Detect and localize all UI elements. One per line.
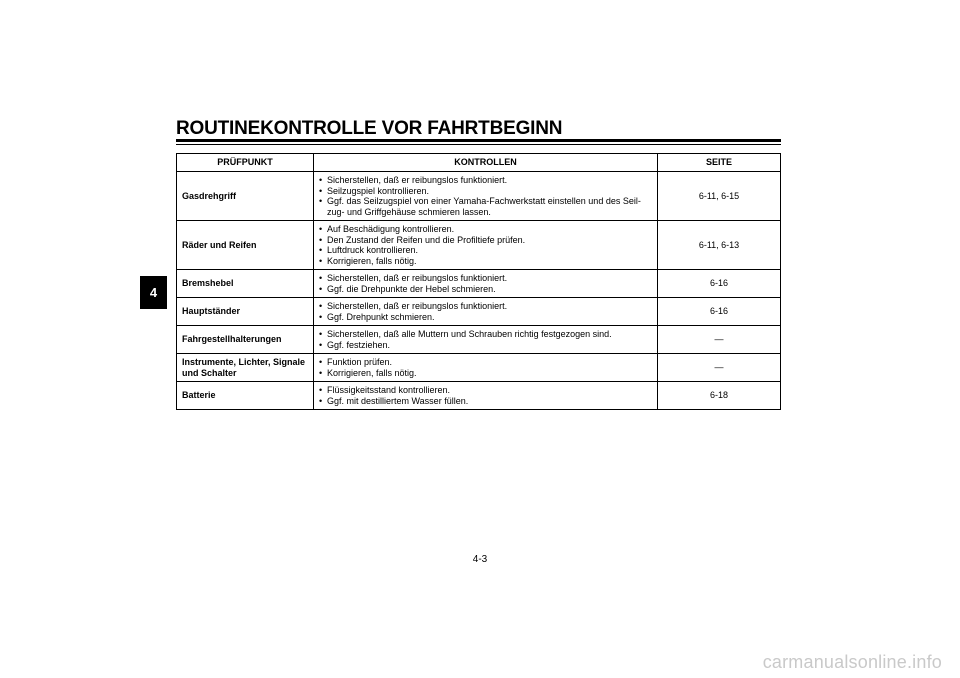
check-item: • Ggf. festziehen. bbox=[319, 340, 652, 351]
checklist-table bbox=[176, 153, 781, 410]
row-item: Instrumente, Lichter, Signale und Schalter bbox=[177, 354, 314, 382]
table-row bbox=[177, 172, 781, 221]
row-page-ref: 6-16 bbox=[658, 270, 781, 298]
table-row bbox=[177, 270, 781, 298]
row-page-ref: — bbox=[658, 326, 781, 354]
check-item: • Luftdruck kontrollieren. bbox=[319, 245, 652, 256]
header-pruefpunkt: PRÜFPUNKT bbox=[177, 154, 314, 172]
table-row bbox=[177, 298, 781, 326]
row-checks bbox=[314, 172, 658, 221]
title-rule-thick bbox=[176, 139, 781, 142]
table-header-row bbox=[177, 154, 781, 172]
row-item: Hauptständer bbox=[177, 298, 314, 326]
chapter-tab bbox=[140, 276, 167, 309]
check-item: • Auf Beschädigung kontrollieren. bbox=[319, 224, 652, 235]
check-item: • Korrigieren, falls nötig. bbox=[319, 368, 652, 379]
page-title: ROUTINEKONTROLLE VOR FAHRTBEGINN bbox=[176, 118, 563, 139]
check-item: • Ggf. das Seilzugspiel von einer Yamaha-Fachwerkstatt einstellen und des Seil-zug- und Griffgehäuse schmieren lassen. bbox=[319, 196, 652, 217]
row-checks bbox=[314, 354, 658, 382]
row-page-ref: 6-11, 6-13 bbox=[658, 221, 781, 270]
row-checks bbox=[314, 221, 658, 270]
title-rule-thin bbox=[176, 144, 781, 145]
table-row bbox=[177, 326, 781, 354]
page-number: 4-3 bbox=[472, 554, 488, 565]
row-checks bbox=[314, 298, 658, 326]
check-item: • Korrigieren, falls nötig. bbox=[319, 256, 652, 267]
table-row bbox=[177, 354, 781, 382]
check-item: • Sicherstellen, daß er reibungslos funktioniert. bbox=[319, 301, 652, 312]
check-item: • Flüssigkeitsstand kontrollieren. bbox=[319, 385, 652, 396]
row-page-ref: 6-11, 6-15 bbox=[658, 172, 781, 221]
row-item: Gasdrehgriff bbox=[177, 172, 314, 221]
check-item: • Ggf. Drehpunkt schmieren. bbox=[319, 312, 652, 323]
check-item: • Funktion prüfen. bbox=[319, 357, 652, 368]
row-page-ref: 6-16 bbox=[658, 298, 781, 326]
row-checks bbox=[314, 382, 658, 410]
row-item: Fahrgestellhalterungen bbox=[177, 326, 314, 354]
check-item: • Ggf. mit destilliertem Wasser füllen. bbox=[319, 396, 652, 407]
table-row bbox=[177, 382, 781, 410]
row-checks bbox=[314, 270, 658, 298]
row-item: Batterie bbox=[177, 382, 314, 410]
header-kontrollen: KONTROLLEN bbox=[314, 154, 658, 172]
chapter-tab-number: 4 bbox=[149, 285, 158, 300]
check-item: • Sicherstellen, daß alle Muttern und Schrauben richtig festgezogen sind. bbox=[319, 329, 652, 340]
header-seite: SEITE bbox=[658, 154, 781, 172]
row-page-ref: 6-18 bbox=[658, 382, 781, 410]
table-row bbox=[177, 221, 781, 270]
watermark: carmanualsonline.info bbox=[762, 652, 942, 672]
row-item: Bremshebel bbox=[177, 270, 314, 298]
check-item: • Sicherstellen, daß er reibungslos funktioniert. bbox=[319, 175, 652, 186]
check-item: • Seilzugspiel kontrollieren. bbox=[319, 186, 652, 197]
check-item: • Sicherstellen, daß er reibungslos funktioniert. bbox=[319, 273, 652, 284]
check-item: • Den Zustand der Reifen und die Profiltiefe prüfen. bbox=[319, 235, 652, 246]
row-item: Räder und Reifen bbox=[177, 221, 314, 270]
row-page-ref: — bbox=[658, 354, 781, 382]
check-item: • Ggf. die Drehpunkte der Hebel schmieren. bbox=[319, 284, 652, 295]
row-checks bbox=[314, 326, 658, 354]
